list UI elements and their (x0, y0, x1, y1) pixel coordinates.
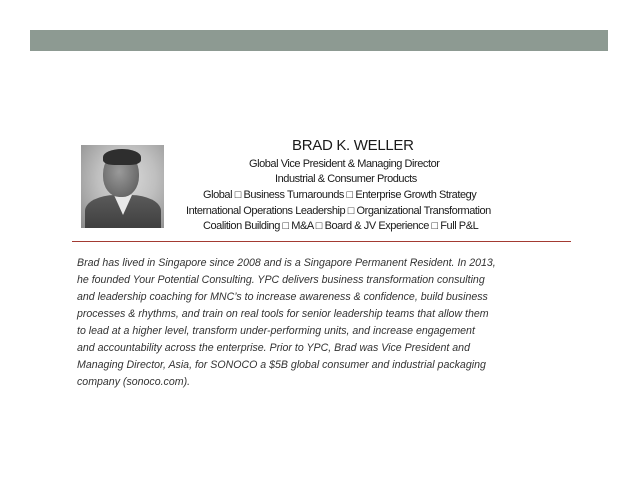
job-title: Global Vice President & Managing Director (249, 158, 440, 170)
bio-paragraph (77, 255, 571, 391)
person-name: BRAD K. WELLER (292, 137, 414, 154)
photo-hair (103, 149, 141, 165)
bio-line: processes & rhythms, and train on real tools for senior leadership teams that allow them (77, 308, 489, 320)
skills-line-3: Coalition Building □ M&A □ Board & JV Experience □ Full P&L (203, 220, 479, 232)
bio-line: company (sonoco.com). (77, 376, 191, 388)
bio-line: and leadership coaching for MNC’s to increase awareness & confidence, build business (77, 291, 488, 303)
bio-line: and accountability across the enterprise. Prior to YPC, Brad was Vice President and (77, 342, 470, 354)
skills-line-2: International Operations Leadership □ Organizational Transformation (186, 205, 491, 217)
division: Industrial & Consumer Products (275, 173, 417, 185)
bio-line: he founded Your Potential Consulting. YPC delivers business transformation consulting (77, 274, 485, 286)
profile-photo (81, 145, 164, 228)
bio-line: Brad has lived in Singapore since 2008 and is a Singapore Permanent Resident. In 2013, (77, 257, 496, 269)
header-bar (30, 30, 608, 51)
skills-line-1: Global □ Business Turnarounds □ Enterprise Growth Strategy (203, 189, 477, 201)
bio-line: Managing Director, Asia, for SONOCO a $5B global consumer and industrial packaging (77, 359, 486, 371)
divider-rule (72, 241, 571, 242)
bio-line: to lead at a higher level, transform under-performing units, and increase engagement (77, 325, 475, 337)
